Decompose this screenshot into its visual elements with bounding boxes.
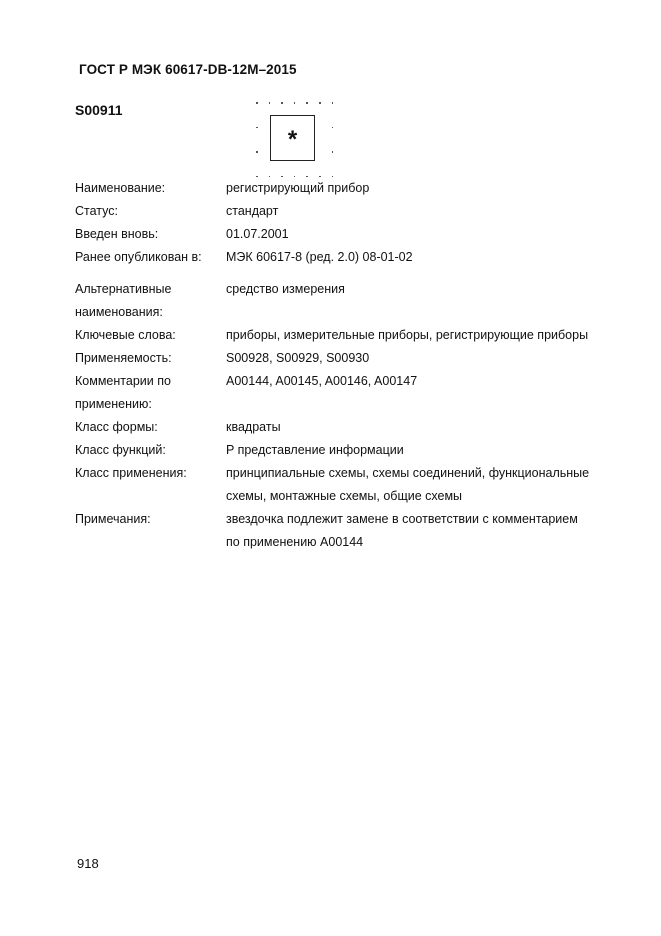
field-value: звездочка подлежит замене в соответствии с комментарием по применению A00144 <box>226 512 578 549</box>
field-row-status <box>75 200 595 223</box>
field-value: 01.07.2001 <box>226 227 289 241</box>
grid-dot <box>306 102 308 104</box>
field-label: Наименование: <box>75 181 166 195</box>
grid-dot <box>281 102 283 104</box>
field-value: S00928, S00929, S00930 <box>226 351 370 365</box>
symbol-graphic <box>256 102 332 176</box>
grid-dot <box>332 151 334 153</box>
field-value: принципиальные схемы, схемы соединений, функциональные схемы, монтажные схемы, общие схемы <box>226 466 590 503</box>
field-table <box>75 177 595 554</box>
field-label: Применяемость: <box>75 351 172 365</box>
field-row-function-class <box>75 439 595 462</box>
field-row-shape-class <box>75 416 595 439</box>
field-row-applicability <box>75 347 595 370</box>
grid-dot <box>294 102 296 104</box>
grid-dot <box>256 151 258 153</box>
document-header: ГОСТ Р МЭК 60617-DB-12M–2015 <box>79 62 297 77</box>
field-label: Примечания: <box>75 512 151 526</box>
grid-dot <box>256 102 258 104</box>
field-row-alternative-names <box>75 278 595 324</box>
field-label: Комментарии по применению: <box>75 374 171 411</box>
page-number: 918 <box>77 856 99 871</box>
field-row-introduced <box>75 223 595 246</box>
field-value: квадраты <box>226 420 281 434</box>
field-value: регистрирующий прибор <box>226 181 370 195</box>
grid-dot <box>332 102 334 104</box>
field-label: Класс функций: <box>75 443 166 457</box>
grid-dot <box>269 102 271 104</box>
field-value: средство измерения <box>226 282 345 296</box>
field-row-name <box>75 177 595 200</box>
symbol-code: S00911 <box>75 102 123 118</box>
field-label: Класс применения: <box>75 466 187 480</box>
field-label: Класс формы: <box>75 420 158 434</box>
field-value: приборы, измерительные приборы, регистрирующие приборы <box>226 328 589 342</box>
field-row-application-class <box>75 462 595 508</box>
grid-dot <box>256 127 258 129</box>
field-value: стандарт <box>226 204 279 218</box>
field-row-keywords <box>75 324 595 347</box>
field-label: Альтернативные наименования: <box>75 282 172 319</box>
field-label: Статус: <box>75 204 118 218</box>
field-label: Введен вновь: <box>75 227 159 241</box>
asterisk-icon: * <box>287 126 298 153</box>
field-value: МЭК 60617-8 (ред. 2.0) 08-01-02 <box>226 250 413 264</box>
field-value: P представление информации <box>226 443 404 457</box>
field-label: Ключевые слова: <box>75 328 176 342</box>
field-row-previously-published <box>75 246 595 269</box>
grid-dot <box>319 102 321 104</box>
square-symbol <box>270 115 315 161</box>
grid-dot <box>332 127 334 129</box>
field-row-notes <box>75 508 595 554</box>
field-value: A00144, A00145, A00146, A00147 <box>226 374 418 388</box>
field-label: Ранее опубликован в: <box>75 250 202 264</box>
field-row-application-comments <box>75 370 595 416</box>
